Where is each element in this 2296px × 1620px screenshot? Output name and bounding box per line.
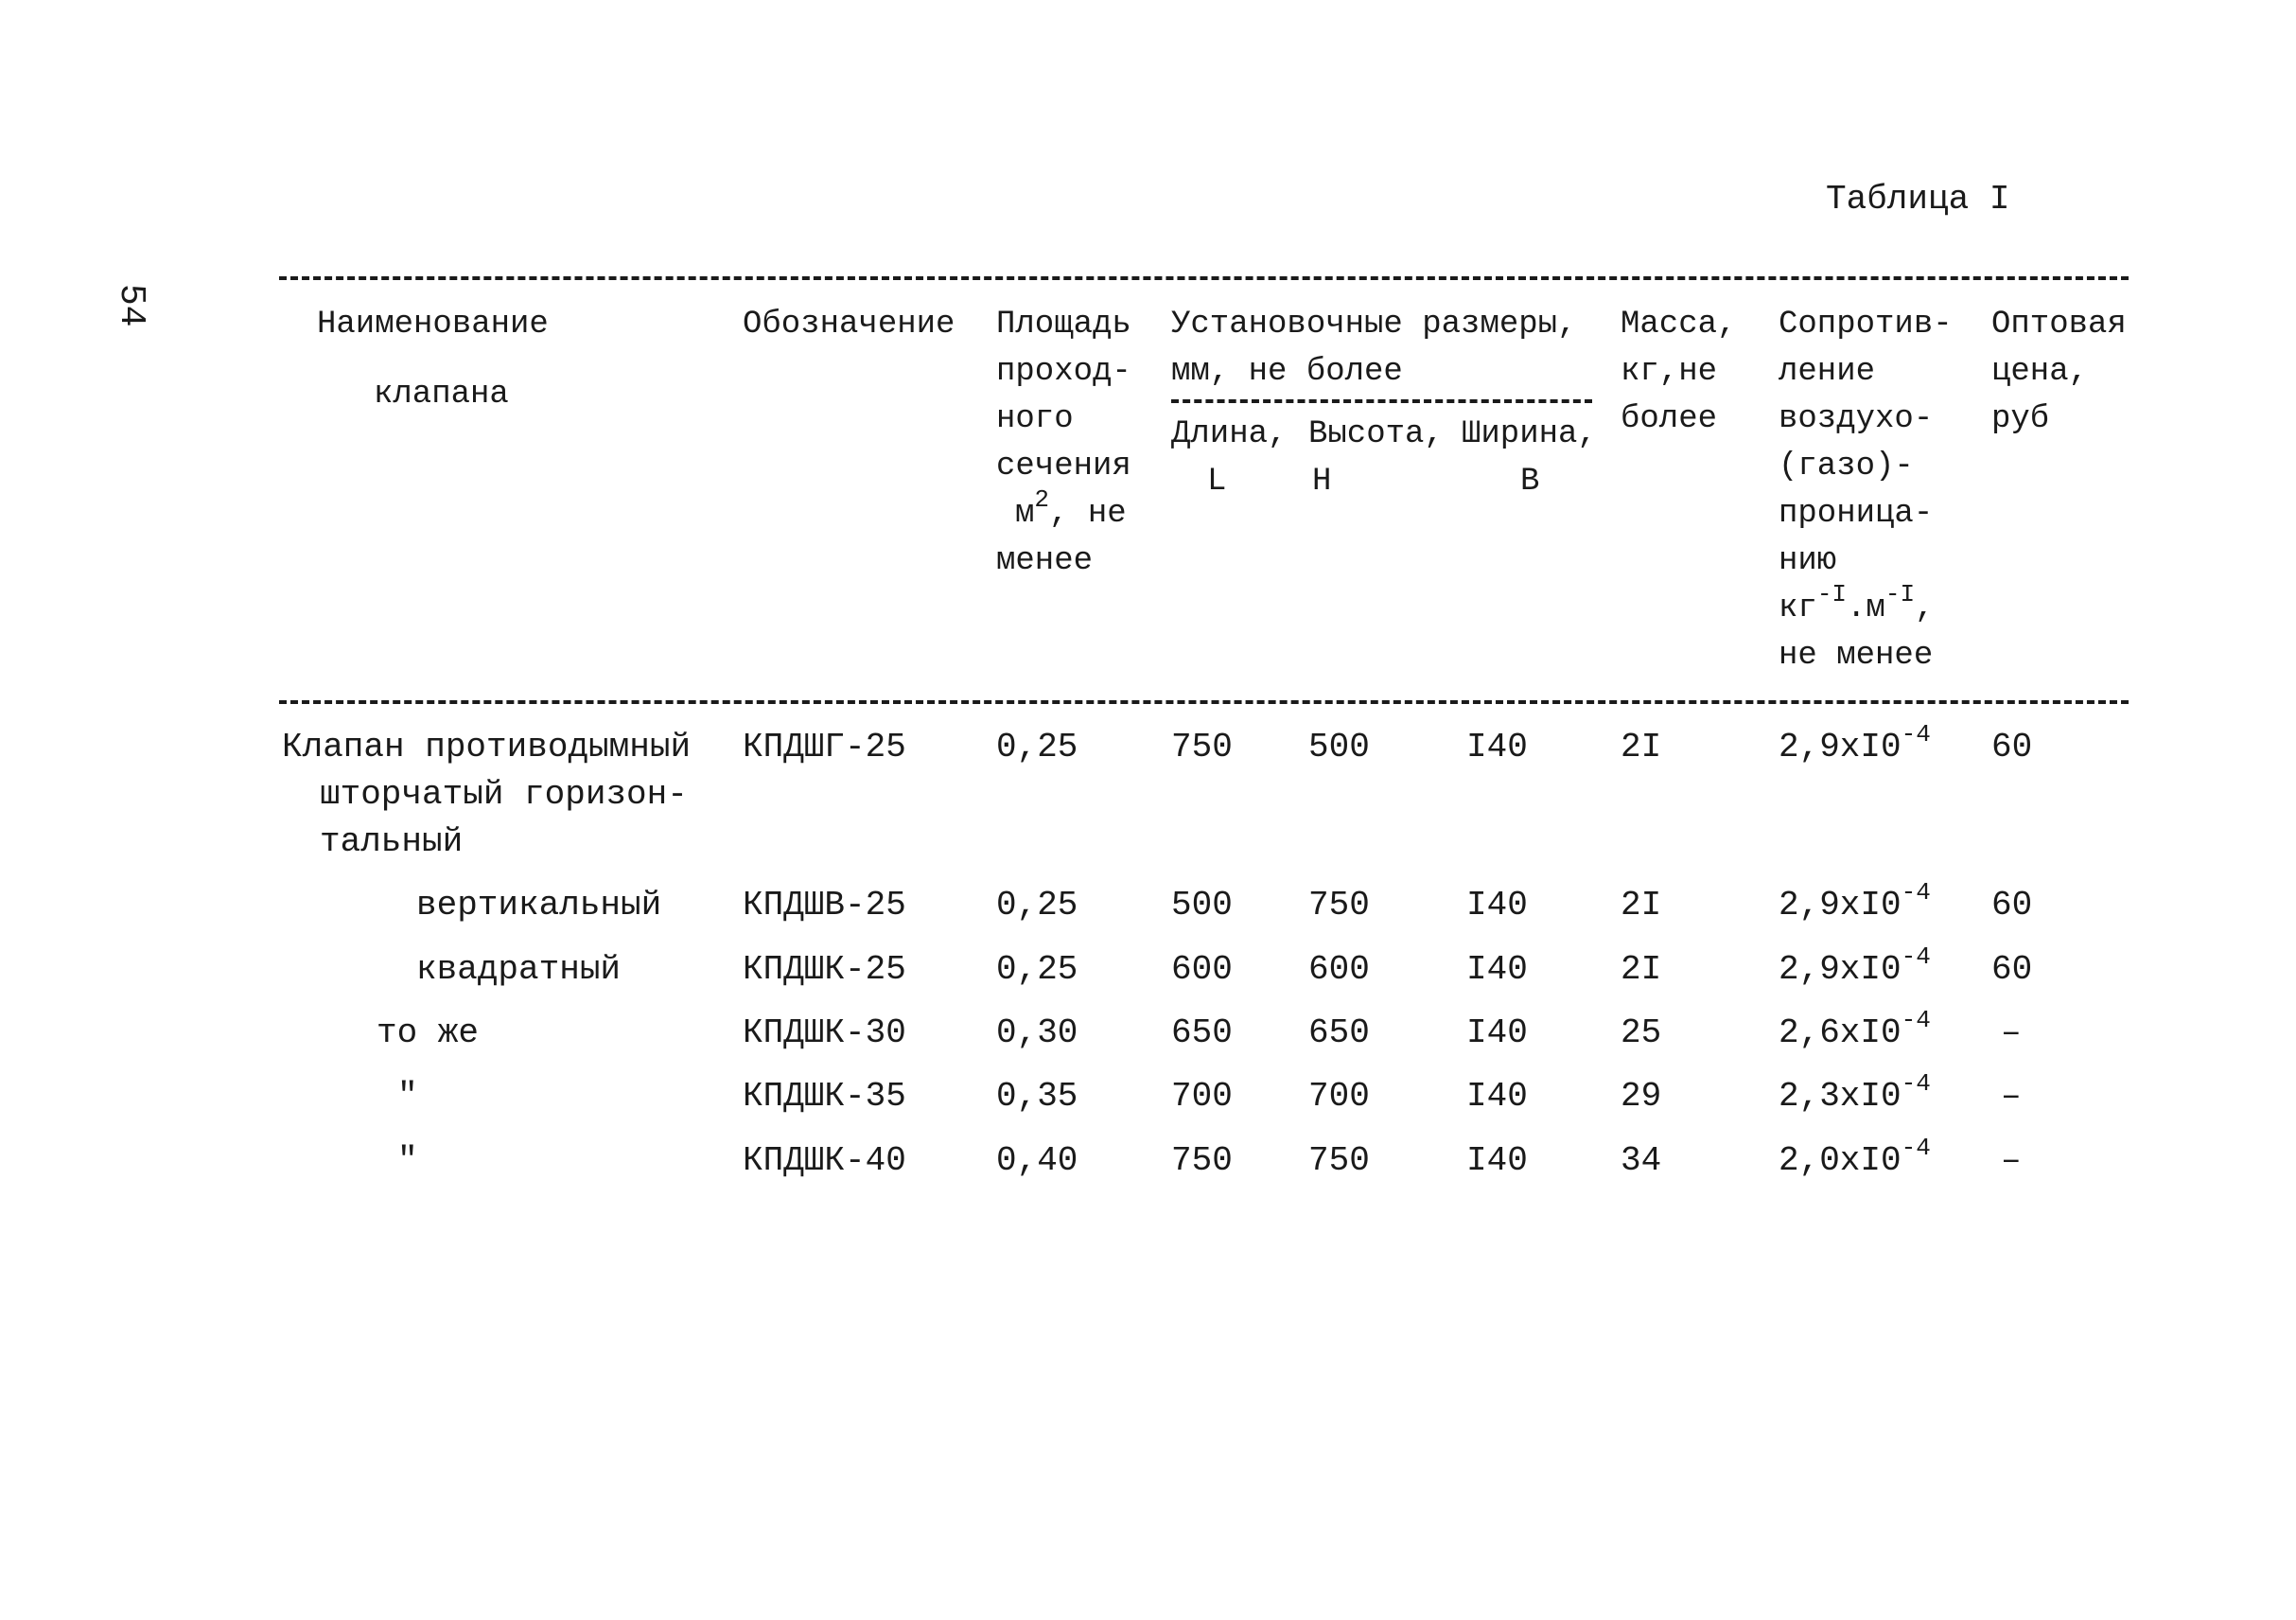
cell-length: 750 <box>1171 728 1233 766</box>
header-bottom-rule <box>279 700 2129 704</box>
cell-width: I40 <box>1466 1077 1528 1116</box>
cell-resistance: $2,0xI0^{-4}$ <box>1779 1134 1931 1180</box>
header-name: Наименование клапана <box>317 307 549 413</box>
cell-width: I40 <box>1466 1141 1528 1180</box>
cell-name: " <box>397 1077 418 1116</box>
cell-mass: 2I <box>1621 886 1662 924</box>
area-unit: $м^2$, не <box>1015 485 1127 532</box>
cell-mass: 29 <box>1621 1077 1662 1116</box>
cell-mass: 25 <box>1621 1013 1662 1052</box>
cell-resistance: $2,9xI0^{-4}$ <box>1779 942 1931 989</box>
cell-resistance: $2,6xI0^{-4}$ <box>1779 1006 1931 1052</box>
header-area: Площадь проход- ного сечения $м^2$, не менее <box>996 307 1131 579</box>
header-dims: Установочные размеры, мм, не более <box>1171 307 1577 390</box>
cell-width: I40 <box>1466 1013 1528 1052</box>
cell-resistance: $2,3xI0^{-4}$ <box>1779 1069 1931 1116</box>
cell-area: 0,25 <box>996 886 1078 924</box>
cell-mass: 2I <box>1621 728 1662 766</box>
cell-area: 0,30 <box>996 1013 1078 1052</box>
top-rule <box>279 276 2129 280</box>
cell-height: 750 <box>1308 886 1370 924</box>
cell-area: 0,25 <box>996 950 1078 989</box>
header-height: Высота, Н <box>1308 416 1444 500</box>
cell-height: 600 <box>1308 950 1370 989</box>
header-price: Оптовая цена, руб <box>1991 307 2127 437</box>
header-mass: Масса, кг,не более <box>1621 307 1737 437</box>
cell-length: 750 <box>1171 1141 1233 1180</box>
cell-width: I40 <box>1466 728 1528 766</box>
cell-price: – <box>2001 1013 2022 1052</box>
cell-name: то же <box>377 1013 480 1052</box>
cell-price: – <box>2001 1077 2022 1116</box>
cell-height: 650 <box>1308 1013 1370 1052</box>
resistance-unit: $кг^{-I}.м^{-I}$, <box>1779 580 1935 626</box>
cell-code: КПДШК-40 <box>743 1141 906 1180</box>
cell-area: 0,35 <box>996 1077 1078 1116</box>
cell-code: КПДШГ-25 <box>743 728 906 766</box>
header-length: Длина, L <box>1171 416 1288 500</box>
cell-width: I40 <box>1466 886 1528 924</box>
cell-mass: 34 <box>1621 1141 1662 1180</box>
page-number: 54 <box>111 284 151 327</box>
header-width: Ширина, В <box>1462 416 1597 500</box>
cell-code: КПДШВ-25 <box>743 886 906 924</box>
cell-price: 60 <box>1991 886 2033 924</box>
cell-length: 700 <box>1171 1077 1233 1116</box>
cell-width: I40 <box>1466 950 1528 989</box>
cell-height: 750 <box>1308 1141 1370 1180</box>
header-designation: Обозначение <box>743 307 955 343</box>
cell-area: 0,25 <box>996 728 1078 766</box>
cell-mass: 2I <box>1621 950 1662 989</box>
cell-price: 60 <box>1991 950 2033 989</box>
cell-length: 500 <box>1171 886 1233 924</box>
cell-code: КПДШК-35 <box>743 1077 906 1116</box>
cell-code: КПДШК-25 <box>743 950 906 989</box>
cell-name: квадратный <box>416 950 622 989</box>
cell-length: 650 <box>1171 1013 1233 1052</box>
cell-code: КПДШК-30 <box>743 1013 906 1052</box>
cell-name: вертикальный <box>416 886 662 924</box>
table-caption: Таблица I <box>1826 180 2010 219</box>
cell-height: 700 <box>1308 1077 1370 1116</box>
cell-height: 500 <box>1308 728 1370 766</box>
cell-price: – <box>2001 1141 2022 1180</box>
cell-area: 0,40 <box>996 1141 1078 1180</box>
header-resistance: Сопротив- ление воздухо- (газо)- проница- нию $кг^{-I}.м^{-I}$, не менее <box>1779 307 1953 674</box>
cell-name: " <box>397 1141 418 1180</box>
cell-resistance: $2,9xI0^{-4}$ <box>1779 878 1931 924</box>
cell-name: Клапан противодымный шторчатый горизон- тальный <box>282 728 692 861</box>
dims-subrule <box>1171 399 1592 403</box>
cell-length: 600 <box>1171 950 1233 989</box>
cell-resistance: $2,9xI0^{-4}$ <box>1779 720 1931 766</box>
cell-price: 60 <box>1991 728 2033 766</box>
